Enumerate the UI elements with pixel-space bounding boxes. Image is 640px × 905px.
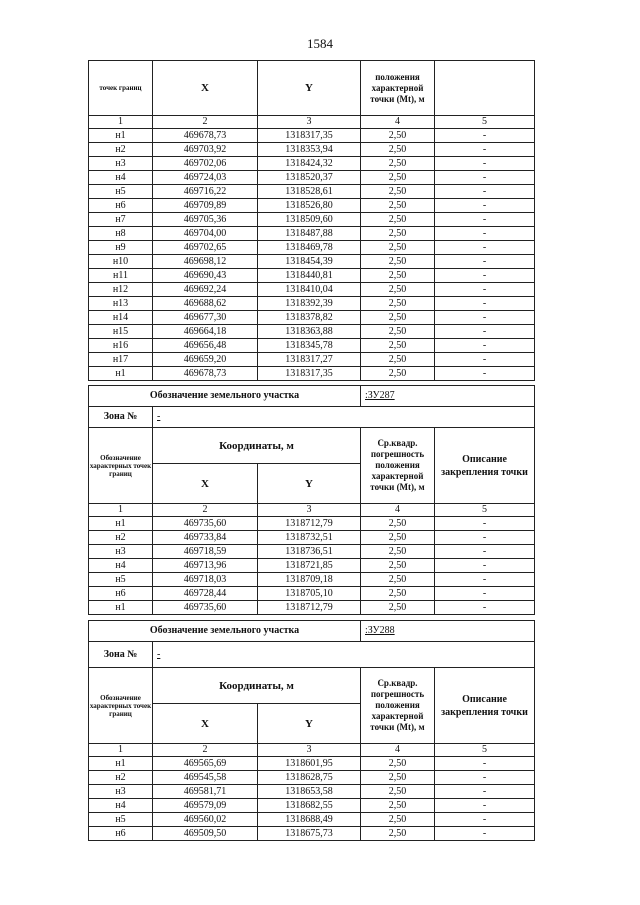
table-row bbox=[89, 757, 535, 771]
zone-value: - bbox=[153, 642, 535, 668]
x-coordinate: 469702,65 bbox=[153, 241, 258, 255]
y-coordinate: 1318712,79 bbox=[258, 601, 361, 615]
y-coordinate: 1318528,61 bbox=[258, 185, 361, 199]
description: - bbox=[435, 785, 535, 799]
x-coordinate: 469659,20 bbox=[153, 353, 258, 367]
table-row bbox=[89, 573, 535, 587]
point-id: н4 bbox=[89, 171, 153, 185]
error-value: 2,50 bbox=[361, 269, 435, 283]
description: - bbox=[435, 185, 535, 199]
description: - bbox=[435, 283, 535, 297]
zu287-table-body bbox=[89, 386, 535, 615]
point-id: н1 bbox=[89, 367, 153, 381]
x-coordinate: 469704,00 bbox=[153, 227, 258, 241]
error-value: 2,50 bbox=[361, 531, 435, 545]
error-value: 2,50 bbox=[361, 799, 435, 813]
x-coordinate: 469703,92 bbox=[153, 143, 258, 157]
column-number: 5 bbox=[435, 504, 535, 517]
description: - bbox=[435, 143, 535, 157]
zu288-table-body bbox=[89, 621, 535, 841]
x-coordinate: 469716,22 bbox=[153, 185, 258, 199]
x-coordinate: 469565,69 bbox=[153, 757, 258, 771]
plot-section-zu288 bbox=[88, 620, 535, 841]
y-coordinate: 1318721,85 bbox=[258, 559, 361, 573]
point-id: н17 bbox=[89, 353, 153, 367]
point-id: н3 bbox=[89, 545, 153, 559]
description: - bbox=[435, 601, 535, 615]
error-value: 2,50 bbox=[361, 573, 435, 587]
error-value: 2,50 bbox=[361, 185, 435, 199]
y-header: Y bbox=[258, 464, 361, 504]
zone-value: - bbox=[153, 407, 535, 428]
table-row bbox=[89, 601, 535, 615]
point-id: н1 bbox=[89, 757, 153, 771]
point-id: н1 bbox=[89, 517, 153, 531]
error-value: 2,50 bbox=[361, 601, 435, 615]
error-value: 2,50 bbox=[361, 157, 435, 171]
x-coordinate: 469690,43 bbox=[153, 269, 258, 283]
x-header: X bbox=[153, 464, 258, 504]
y-header: Y bbox=[258, 61, 361, 116]
page-number: 1584 bbox=[307, 36, 333, 51]
table-row bbox=[89, 339, 535, 353]
error-value: 2,50 bbox=[361, 297, 435, 311]
description: - bbox=[435, 213, 535, 227]
table-row bbox=[89, 227, 535, 241]
point-id: н5 bbox=[89, 813, 153, 827]
error-header: Ср.квадр. погрешность положения характерной точки (Мt), м bbox=[361, 428, 435, 504]
column-number: 4 bbox=[361, 116, 435, 129]
x-coordinate: 469709,89 bbox=[153, 199, 258, 213]
description: - bbox=[435, 129, 535, 143]
x-coordinate: 469656,48 bbox=[153, 339, 258, 353]
table-row bbox=[89, 213, 535, 227]
description: - bbox=[435, 353, 535, 367]
point-id: н2 bbox=[89, 143, 153, 157]
x-coordinate: 469718,03 bbox=[153, 573, 258, 587]
description: - bbox=[435, 771, 535, 785]
y-coordinate: 1318317,35 bbox=[258, 129, 361, 143]
table-row bbox=[89, 785, 535, 799]
error-value: 2,50 bbox=[361, 311, 435, 325]
column-number: 2 bbox=[153, 504, 258, 517]
points-header: точек границ bbox=[89, 61, 153, 116]
point-id: н3 bbox=[89, 157, 153, 171]
x-coordinate: 469705,36 bbox=[153, 213, 258, 227]
error-value: 2,50 bbox=[361, 587, 435, 601]
column-number: 3 bbox=[258, 116, 361, 129]
table-row bbox=[89, 325, 535, 339]
y-coordinate: 1318709,18 bbox=[258, 573, 361, 587]
column-number: 4 bbox=[361, 744, 435, 757]
description: - bbox=[435, 199, 535, 213]
table-row bbox=[89, 283, 535, 297]
point-id: н8 bbox=[89, 227, 153, 241]
error-header: положения характерной точки (Мt), м bbox=[361, 61, 435, 116]
error-value: 2,50 bbox=[361, 129, 435, 143]
table-row bbox=[89, 241, 535, 255]
x-coordinate: 469713,96 bbox=[153, 559, 258, 573]
table-row bbox=[89, 311, 535, 325]
column-number: 1 bbox=[89, 116, 153, 129]
table-row bbox=[89, 297, 535, 311]
x-coordinate: 469728,44 bbox=[153, 587, 258, 601]
table-row bbox=[89, 813, 535, 827]
column-number: 5 bbox=[435, 116, 535, 129]
error-header: Ср.квадр. погрешность положения характерной точки (Мt), м bbox=[361, 668, 435, 744]
error-value: 2,50 bbox=[361, 199, 435, 213]
y-coordinate: 1318454,39 bbox=[258, 255, 361, 269]
error-value: 2,50 bbox=[361, 559, 435, 573]
point-id: н11 bbox=[89, 269, 153, 283]
x-coordinate: 469718,59 bbox=[153, 545, 258, 559]
y-coordinate: 1318469,78 bbox=[258, 241, 361, 255]
description: - bbox=[435, 171, 535, 185]
y-coordinate: 1318317,27 bbox=[258, 353, 361, 367]
table-row bbox=[89, 771, 535, 785]
error-value: 2,50 bbox=[361, 227, 435, 241]
y-coordinate: 1318736,51 bbox=[258, 545, 361, 559]
point-id: н1 bbox=[89, 129, 153, 143]
x-coordinate: 469664,18 bbox=[153, 325, 258, 339]
column-number: 4 bbox=[361, 504, 435, 517]
table-row bbox=[89, 129, 535, 143]
y-coordinate: 1318628,75 bbox=[258, 771, 361, 785]
error-value: 2,50 bbox=[361, 545, 435, 559]
coordinates-table-top bbox=[88, 60, 535, 381]
column-numbers-row bbox=[89, 116, 535, 129]
point-id: н2 bbox=[89, 531, 153, 545]
point-id: н2 bbox=[89, 771, 153, 785]
y-coordinate: 1318424,32 bbox=[258, 157, 361, 171]
plot-section-zu287 bbox=[88, 385, 535, 615]
description: - bbox=[435, 241, 535, 255]
error-value: 2,50 bbox=[361, 827, 435, 841]
point-id: н5 bbox=[89, 185, 153, 199]
point-id: н14 bbox=[89, 311, 153, 325]
y-coordinate: 1318392,39 bbox=[258, 297, 361, 311]
point-id: н4 bbox=[89, 799, 153, 813]
error-value: 2,50 bbox=[361, 171, 435, 185]
point-id: н10 bbox=[89, 255, 153, 269]
y-coordinate: 1318732,51 bbox=[258, 531, 361, 545]
column-numbers-row bbox=[89, 744, 535, 757]
description: - bbox=[435, 367, 535, 381]
point-id: н15 bbox=[89, 325, 153, 339]
y-coordinate: 1318487,88 bbox=[258, 227, 361, 241]
error-value: 2,50 bbox=[361, 367, 435, 381]
point-id: н13 bbox=[89, 297, 153, 311]
description: - bbox=[435, 325, 535, 339]
x-coordinate: 469677,30 bbox=[153, 311, 258, 325]
column-number: 1 bbox=[89, 504, 153, 517]
description: - bbox=[435, 227, 535, 241]
table-row bbox=[89, 255, 535, 269]
point-id: н4 bbox=[89, 559, 153, 573]
column-number: 2 bbox=[153, 744, 258, 757]
point-id: н6 bbox=[89, 587, 153, 601]
description: - bbox=[435, 813, 535, 827]
y-coordinate: 1318526,80 bbox=[258, 199, 361, 213]
error-value: 2,50 bbox=[361, 339, 435, 353]
y-coordinate: 1318520,37 bbox=[258, 171, 361, 185]
plot-value: :ЗУ287 bbox=[361, 386, 535, 407]
error-value: 2,50 bbox=[361, 325, 435, 339]
description: - bbox=[435, 587, 535, 601]
point-id: н5 bbox=[89, 573, 153, 587]
x-coordinate: 469678,73 bbox=[153, 129, 258, 143]
x-coordinate: 469581,71 bbox=[153, 785, 258, 799]
column-number: 3 bbox=[258, 504, 361, 517]
table-row bbox=[89, 531, 535, 545]
x-coordinate: 469688,62 bbox=[153, 297, 258, 311]
description: - bbox=[435, 269, 535, 283]
table-row bbox=[89, 559, 535, 573]
point-id: н9 bbox=[89, 241, 153, 255]
x-coordinate: 469560,02 bbox=[153, 813, 258, 827]
y-coordinate: 1318410,04 bbox=[258, 283, 361, 297]
y-coordinate: 1318712,79 bbox=[258, 517, 361, 531]
point-id: н6 bbox=[89, 199, 153, 213]
x-coordinate: 469545,58 bbox=[153, 771, 258, 785]
description-header: Описание закрепления точки bbox=[435, 668, 535, 744]
description-header: Описание закрепления точки bbox=[435, 428, 535, 504]
column-number: 2 bbox=[153, 116, 258, 129]
table-row bbox=[89, 185, 535, 199]
column-numbers-row bbox=[89, 504, 535, 517]
description: - bbox=[435, 339, 535, 353]
x-coordinate: 469678,73 bbox=[153, 367, 258, 381]
description: - bbox=[435, 311, 535, 325]
plot-value: :ЗУ288 bbox=[361, 621, 535, 642]
description: - bbox=[435, 799, 535, 813]
description: - bbox=[435, 157, 535, 171]
x-coordinate: 469724,03 bbox=[153, 171, 258, 185]
error-value: 2,50 bbox=[361, 771, 435, 785]
description-header bbox=[435, 61, 535, 116]
error-value: 2,50 bbox=[361, 143, 435, 157]
error-value: 2,50 bbox=[361, 517, 435, 531]
y-header: Y bbox=[258, 704, 361, 744]
x-coordinate: 469702,06 bbox=[153, 157, 258, 171]
point-id: н6 bbox=[89, 827, 153, 841]
description: - bbox=[435, 531, 535, 545]
x-coordinate: 469692,24 bbox=[153, 283, 258, 297]
table-row bbox=[89, 517, 535, 531]
column-number: 1 bbox=[89, 744, 153, 757]
x-coordinate: 469733,84 bbox=[153, 531, 258, 545]
error-value: 2,50 bbox=[361, 241, 435, 255]
table-row bbox=[89, 545, 535, 559]
y-coordinate: 1318509,60 bbox=[258, 213, 361, 227]
error-value: 2,50 bbox=[361, 255, 435, 269]
table-row bbox=[89, 587, 535, 601]
description: - bbox=[435, 517, 535, 531]
point-id: н3 bbox=[89, 785, 153, 799]
y-coordinate: 1318317,35 bbox=[258, 367, 361, 381]
table-row bbox=[89, 269, 535, 283]
y-coordinate: 1318705,10 bbox=[258, 587, 361, 601]
column-number: 3 bbox=[258, 744, 361, 757]
error-value: 2,50 bbox=[361, 785, 435, 799]
table-row bbox=[89, 827, 535, 841]
y-coordinate: 1318353,94 bbox=[258, 143, 361, 157]
point-id: н7 bbox=[89, 213, 153, 227]
error-value: 2,50 bbox=[361, 813, 435, 827]
error-value: 2,50 bbox=[361, 283, 435, 297]
error-value: 2,50 bbox=[361, 757, 435, 771]
x-header: X bbox=[153, 704, 258, 744]
description: - bbox=[435, 757, 535, 771]
zone-label: Зона № bbox=[89, 642, 153, 668]
points-header: Обозначение характерных точек границ bbox=[89, 668, 153, 744]
x-coordinate: 469579,09 bbox=[153, 799, 258, 813]
x-coordinate: 469735,60 bbox=[153, 517, 258, 531]
description: - bbox=[435, 827, 535, 841]
table-row bbox=[89, 353, 535, 367]
y-coordinate: 1318688,49 bbox=[258, 813, 361, 827]
error-value: 2,50 bbox=[361, 353, 435, 367]
y-coordinate: 1318363,88 bbox=[258, 325, 361, 339]
plot-label: Обозначение земельного участка bbox=[89, 621, 361, 642]
x-coordinate: 469735,60 bbox=[153, 601, 258, 615]
table-row bbox=[89, 199, 535, 213]
table-row bbox=[89, 799, 535, 813]
description: - bbox=[435, 255, 535, 269]
table-row bbox=[89, 171, 535, 185]
y-coordinate: 1318345,78 bbox=[258, 339, 361, 353]
y-coordinate: 1318378,82 bbox=[258, 311, 361, 325]
zone-label: Зона № bbox=[89, 407, 153, 428]
top-table-body bbox=[89, 61, 535, 381]
x-coordinate: 469509,50 bbox=[153, 827, 258, 841]
error-value: 2,50 bbox=[361, 213, 435, 227]
table-row bbox=[89, 157, 535, 171]
point-id: н16 bbox=[89, 339, 153, 353]
description: - bbox=[435, 297, 535, 311]
coordinates-header: Координаты, м bbox=[153, 668, 361, 704]
y-coordinate: 1318675,73 bbox=[258, 827, 361, 841]
description: - bbox=[435, 573, 535, 587]
column-number: 5 bbox=[435, 744, 535, 757]
plot-label: Обозначение земельного участка bbox=[89, 386, 361, 407]
points-header: Обозначение характерных точек границ bbox=[89, 428, 153, 504]
y-coordinate: 1318653,58 bbox=[258, 785, 361, 799]
description: - bbox=[435, 559, 535, 573]
coordinates-header: Координаты, м bbox=[153, 428, 361, 464]
x-header: X bbox=[153, 61, 258, 116]
point-id: н1 bbox=[89, 601, 153, 615]
table-row bbox=[89, 143, 535, 157]
y-coordinate: 1318601,95 bbox=[258, 757, 361, 771]
x-coordinate: 469698,12 bbox=[153, 255, 258, 269]
table-row bbox=[89, 367, 535, 381]
point-id: н12 bbox=[89, 283, 153, 297]
y-coordinate: 1318682,55 bbox=[258, 799, 361, 813]
y-coordinate: 1318440,81 bbox=[258, 269, 361, 283]
description: - bbox=[435, 545, 535, 559]
